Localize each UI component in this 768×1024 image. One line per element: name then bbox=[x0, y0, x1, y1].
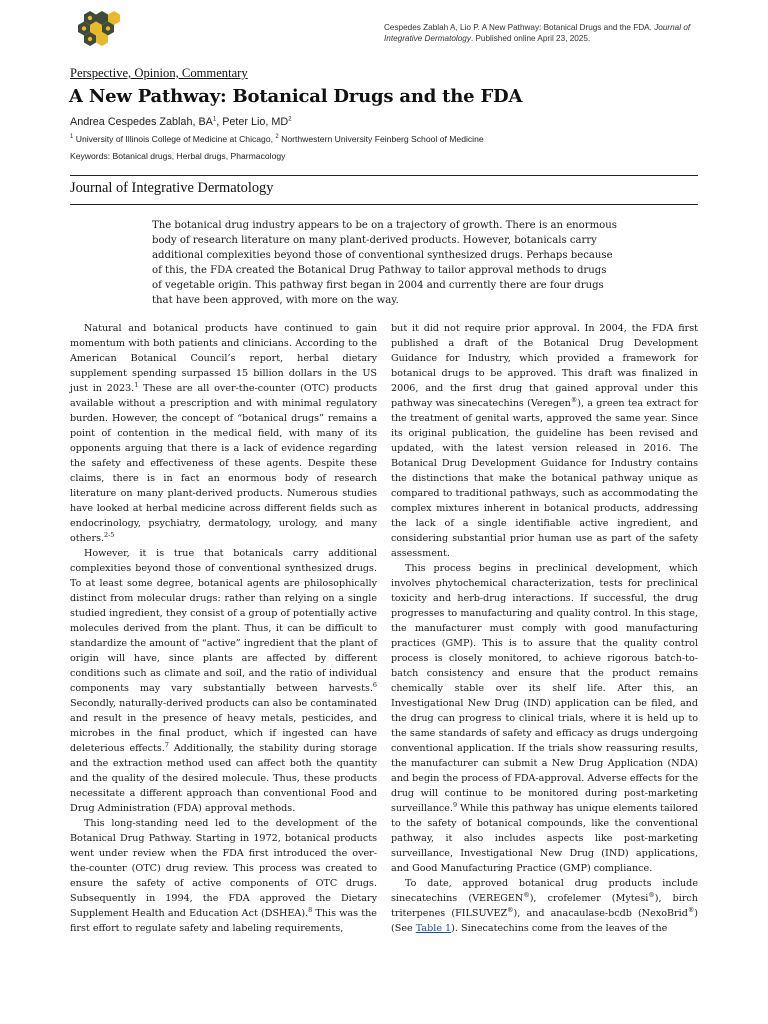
body-paragraph bbox=[70, 816, 377, 936]
body-paragraph bbox=[391, 876, 698, 936]
author-affiliation-mark: 2 bbox=[288, 116, 292, 123]
body-text: Additionally, the stability during storage and the extraction method used can affect both the quantity and the quality of the desired molecule. Thus, these products necessitate a different approach than conventional Food and Drug Administration (FDA) approval methods. bbox=[70, 743, 377, 814]
registered-mark: ® bbox=[523, 890, 530, 899]
body-text: Natural and botanical products have continued to gain momentum with both patients and clinicians. According to the American Botanical Council’s report, herbal dietary supplement spending surpassed 15 billion dollars in the US just in 2023. bbox=[70, 323, 377, 394]
abstract: The botanical drug industry appears to be on a trajectory of growth. There is an enormous body of research literature on many plant-derived products. However, botanicals carry additional complexities beyond those of conventional synthesized drugs. Perhaps because of this, the FDA created the Botanical Drug Pathway to tailor approval methods to drugs of vegetable origin. This pathway first began in 2004 and currently there are four drugs that have been approved, with more on the way. bbox=[152, 220, 617, 306]
body-paragraph bbox=[70, 546, 377, 816]
article-title: A New Pathway: Botanical Drugs and the FDA bbox=[69, 86, 523, 107]
body-text: but it did not require prior approval. In 2004, the FDA first published a draft of the Botanical Drug Development Guidance for Industry, which provided a framework for botanical drugs to be approved. This draft was finalized in 2006, and the first drug that gained approval under this pathway was sinecatechins (Veregen bbox=[391, 323, 698, 409]
body-text: This process begins in preclinical development, which involves phytochemical characterization, tests for preclinical toxicity and herb-drug interactions. If successful, the drug progresses to manufacturing and quality control. In this stage, the manufacturer must comply with good manufacturing practices (GMP). This is to assure that the quality control process is closely monitored, to achieve rigorous batch-to-batch consistency and ensure that the product remains chemically stable over its shelf life. After this, an Investigational New Drug (IND) application can be filed, and the drug can progress to clinical trials, where it is held up to the same standards of safety and efficacy as drugs undergoing conventional application. If the trials show reassuring results, the manufacturer can submit a New Drug Application (NDA) and begin the process of FDA-approval. Adverse effects for the drug will continue to be monitored during post-marketing surveillance. bbox=[391, 563, 698, 814]
affiliation-text: University of Illinois College of Medicine at Chicago, bbox=[73, 134, 276, 144]
affiliation-mark: 2 bbox=[275, 134, 279, 141]
registered-mark: ® bbox=[648, 890, 655, 899]
affiliations bbox=[70, 134, 484, 144]
body-text: ), and anacaulase-bcdb (NexoBrid bbox=[513, 908, 688, 919]
body-text: ). Sinecatechins come from the leaves of the bbox=[451, 923, 668, 934]
citation-ref[interactable]: 1 bbox=[134, 380, 139, 389]
registered-mark: ® bbox=[507, 905, 514, 914]
citation-ref[interactable]: 6 bbox=[372, 680, 377, 689]
citation-journal: Journal of Integrative Dermatology bbox=[384, 23, 691, 43]
body-column-right bbox=[391, 321, 698, 936]
body-paragraph bbox=[70, 321, 377, 546]
author-name: Andrea Cespedes Zablah, BA bbox=[70, 116, 213, 128]
body-column-left bbox=[70, 321, 377, 936]
body-text: However, it is true that botanicals carry additional complexities beyond those of conventional synthesized drugs. To at least some degree, botanical agents are philosophically distinct from molecular drugs: rather than relying on a single studied ingredient, they consist of a group of potentially active molecules derived from the plant. Thus, it can be difficult to standardize the amount of “active” ingredient that the plant of origin will have, since plants are affected by different conditions such as climate and soil, and the ratio of individual components may vary substantially between harvests. bbox=[70, 548, 377, 694]
affiliation-text: Northwestern University Feinberg School of Medicine bbox=[278, 134, 484, 144]
body-text: Secondly, naturally-derived products can also be contaminated and result in the presence of heavy metals, pesticides, and microbes in the final product, which if ingested can have deleterious effects. bbox=[70, 698, 377, 754]
registered-mark: ® bbox=[570, 395, 578, 404]
registered-mark: ® bbox=[687, 905, 695, 914]
citation-ref[interactable]: 9 bbox=[453, 800, 458, 809]
keywords: Keywords: Botanical drugs, Herbal drugs, Pharmacology bbox=[70, 151, 286, 161]
affiliation-mark: 1 bbox=[70, 134, 74, 141]
body-text: This long-standing need led to the development of the Botanical Drug Pathway. Starting in 1972, botanical products went under review when the FDA first introduced the over-the-counter (OTC) drug review. This process was created to ensure the safety of active components of OTC drugs. Subsequently in 1994, the FDA approved the Dietary Supplement Health and Education Act (DSHEA). bbox=[70, 818, 377, 919]
citation-published: . Published online April 23, 2025. bbox=[470, 34, 591, 43]
body-text: ) (See bbox=[391, 908, 698, 934]
author-name: Peter Lio, MD bbox=[222, 116, 289, 128]
body-text: To date, approved botanical drug products include sinecatechins (VEREGEN bbox=[391, 878, 698, 904]
citation-header bbox=[384, 22, 702, 44]
article-category[interactable]: Perspective, Opinion, Commentary bbox=[70, 66, 248, 80]
body-text: ), crofelemer (Mytesi bbox=[529, 893, 649, 904]
body-text: ), birch triterpenes (FILSUVEZ bbox=[391, 893, 698, 919]
body-text: These are all over-the-counter (OTC) products available without a prescription and with minimal regulatory burden. However, the concept of “botanical drugs” remains a point of contention in the medical field, with many of its opponents arguing that there is a lack of evidence regarding the safety and effectiveness of these agents. Despite these claims, there is in fact an enormous body of research literature on many plant-derived products. Numerous studies have looked at herbal medicine across different fields such as endocrinology, psychiatry, dermatology, urology, and many others. bbox=[70, 383, 377, 544]
divider bbox=[70, 175, 698, 176]
journal-name: Journal of Integrative Dermatology bbox=[70, 180, 274, 196]
body-paragraph bbox=[391, 321, 698, 561]
author-affiliation-mark: 1 bbox=[212, 116, 217, 123]
citation-ref[interactable]: 8 bbox=[308, 905, 313, 914]
author-list bbox=[70, 116, 292, 128]
citation-text: Cespedes Zablah A, Lio P. A New Pathway: Botanical Drugs and the FDA. bbox=[384, 23, 652, 32]
author-separator: , bbox=[216, 116, 223, 128]
body-text: ), a green tea extract for the treatment of genital warts, approved the same year. Since its original publication, the guideline has been revised and updated, with the latest version released in 2016. The Botanical Drug Development Guidance for Industry contains the distinctions that make the botanical pathway unique as compared to traditional pathways, such as accommodating the complex mixtures inherent in botanical products, addressing the lack of a single identifiable active ingredient, and considering substantial prior human use as part of the safety assessment. bbox=[391, 398, 698, 559]
citation-ref[interactable]: 2-5 bbox=[104, 530, 115, 539]
divider bbox=[70, 204, 698, 205]
body-paragraph bbox=[391, 561, 698, 876]
table-1-link[interactable]: Table 1 bbox=[415, 923, 452, 934]
citation-ref[interactable]: 7 bbox=[164, 740, 169, 749]
body-text: While this pathway has unique elements tailored to the safety of botanical compounds, like the conventional pathway, it also includes aspects like post-marketing surveillance, Investigational New Drug (IND) applications, and Good Manufacturing Practice (GMP) compliance. bbox=[391, 803, 698, 874]
journal-logo-icon bbox=[74, 10, 122, 52]
body-text: This was the first effort to regulate safety and labeling requirements, bbox=[70, 908, 377, 934]
